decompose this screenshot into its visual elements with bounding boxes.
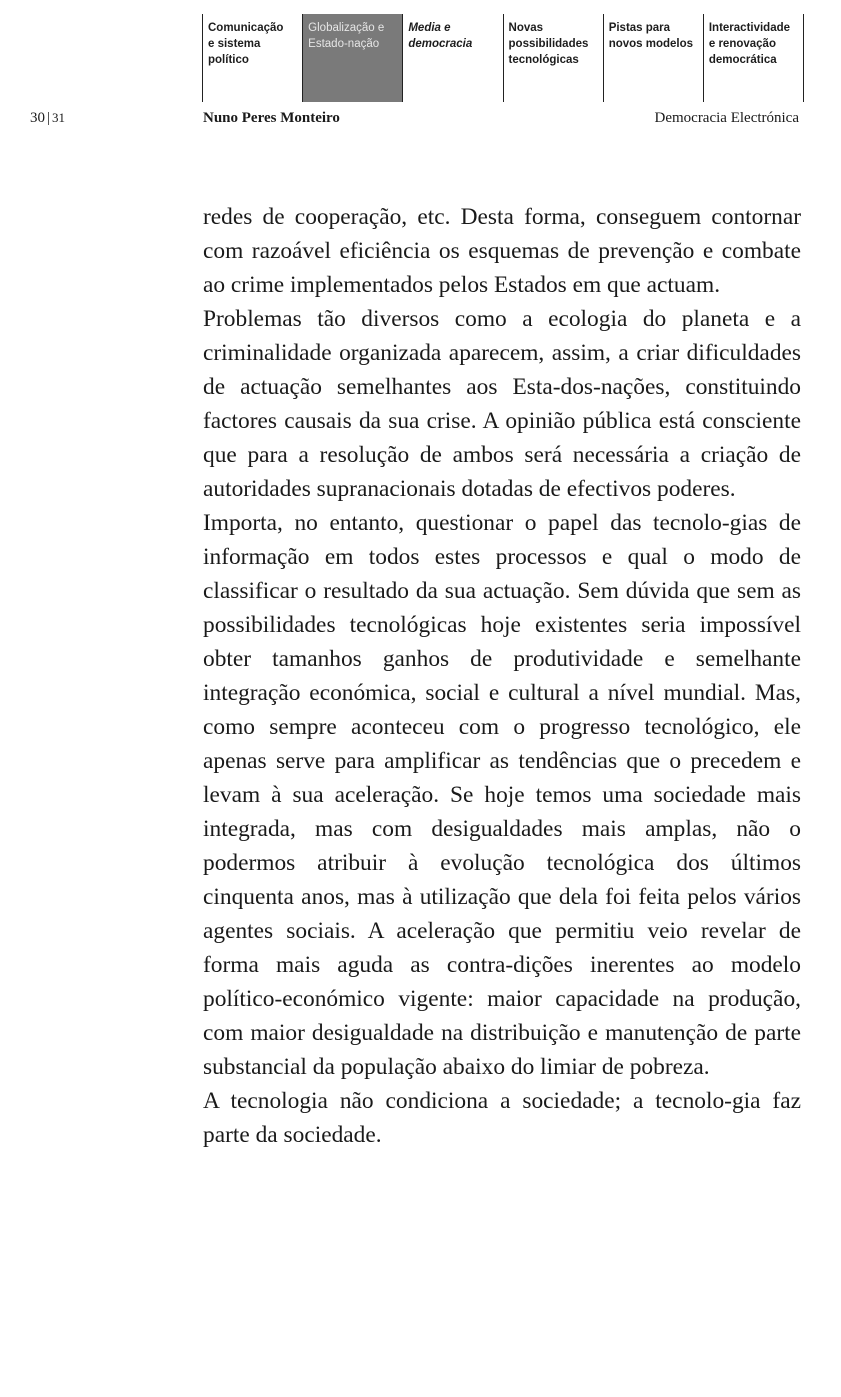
tab-globalizacao-active: Globalização e Estado-nação (302, 14, 402, 102)
chapter-tabs (202, 14, 804, 102)
tab-media-label: Media e democracia (408, 22, 473, 50)
paragraph-2: Problemas tão diversos como a ecologia do planeta e a criminalidade organizada aparecem, assim, a criar dificuldades de actuação semelhantes aos Esta-dos-nações, constituindo factores causais da sua crise. A opinião pública está consciente que para a resolução de ambos será necessária a criação de autoridades supranacionais dotadas de efectivos poderes. (203, 306, 801, 502)
page-numbers (30, 110, 65, 127)
paragraph-3: Importa, no entanto, questionar o papel das tecnolo-gias de informação em todos estes processos e qual o modo de classificar o resultado da sua actuação. Sem dúvida que sem as possibilidades tecnológicas hoje existentes seria impossível obter tamanhos ganhos de produtividade e semelhante integração económica, social e cultural a nível mundial. Mas, como sempre aconteceu com o progresso tecnológico, ele apenas serve para amplificar as tendências que o precedem e levam à sua aceleração. Se hoje temos uma sociedade mais integrada, mas com desigualdades mais amplas, não o podermos atribuir à evolução tecnológica dos últimos cinquenta anos, mas à utilização que dela foi feita pelos vários agentes sociais. A aceleração que permitiu veio revelar de forma mais aguda as contra-dições inerentes ao modelo político-económico vigente: maior capacidade na produção, com maior desigualdade na distribuição e manutenção de parte substancial da população abaixo do limiar de pobreza. (203, 510, 801, 1080)
page-number-right: 31 (52, 110, 66, 125)
tab-comunicacao: Comunicação e sistema político (202, 14, 302, 102)
page-number-left: 30 (30, 110, 45, 126)
tab-media-democracia (402, 14, 502, 102)
running-head (0, 110, 841, 134)
paragraph-4: A tecnologia não condiciona a sociedade; a tecnolo-gia faz parte da sociedade. (203, 1088, 801, 1148)
paragraph-1: redes de cooperação, etc. Desta forma, conseguem contornar com razoável eficiência os esquemas de prevenção e combate ao crime implementados pelos Estados em que actuam. (203, 204, 801, 298)
tab-novas-possibilidades: Novas possibilidades tecnológicas (503, 14, 603, 102)
author-name: Nuno Peres Monteiro (203, 110, 340, 126)
book-title: Democracia Electrónica (654, 110, 799, 126)
tab-pistas: Pistas para novos modelos (603, 14, 703, 102)
body-text (203, 200, 801, 1152)
page-separator: | (47, 110, 51, 126)
tab-interactividade: Interactividade e renovação democrática (703, 14, 804, 102)
